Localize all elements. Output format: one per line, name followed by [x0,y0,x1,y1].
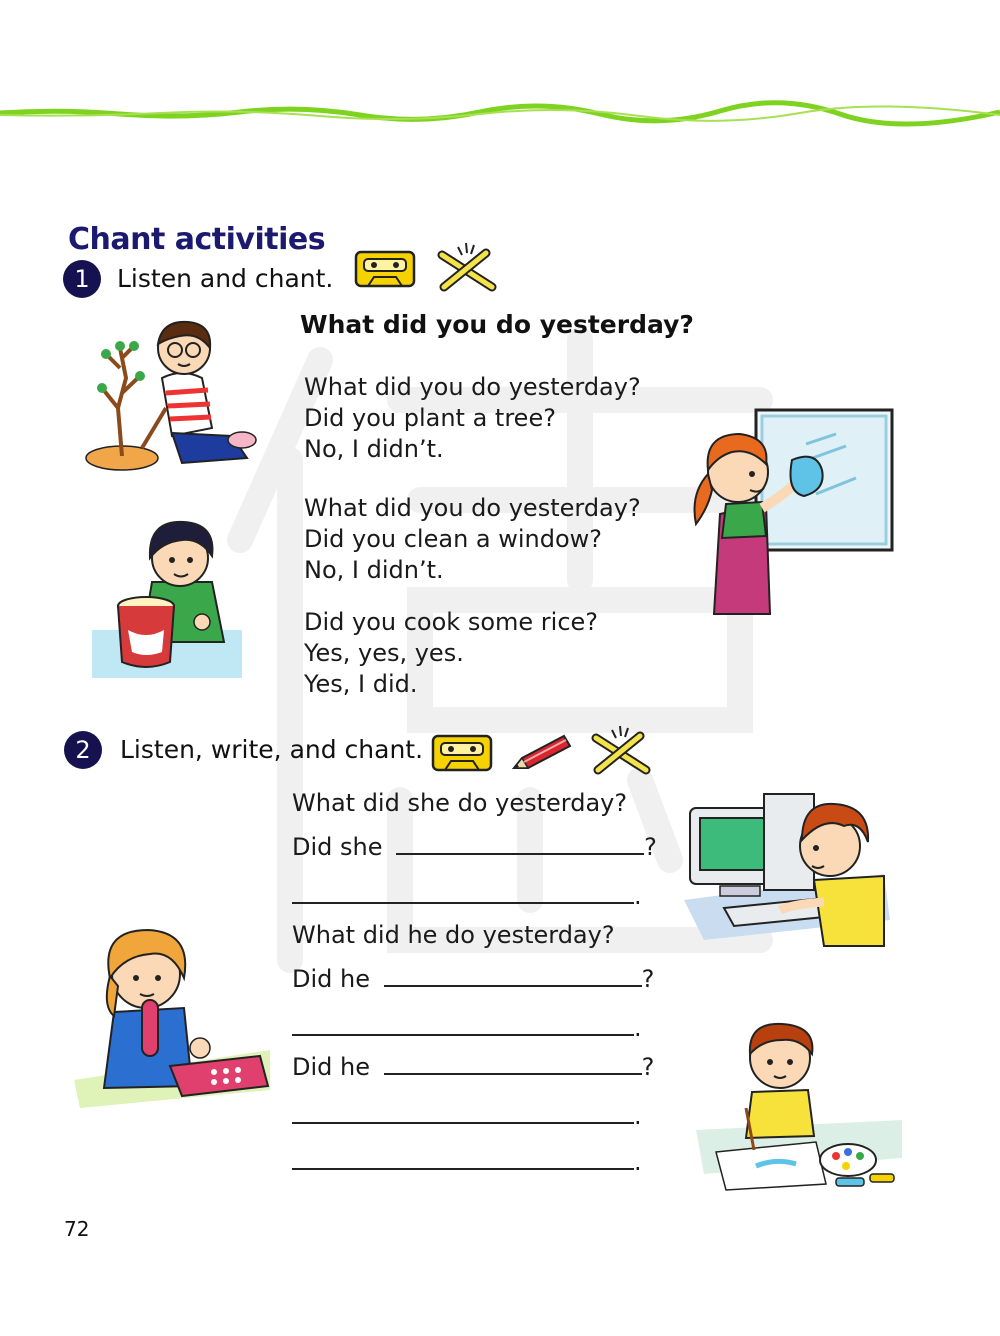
fill-in-row-he [292,965,654,993]
girl-on-telephone-illustration [74,916,274,1112]
boy-using-computer-illustration [684,790,894,950]
period: . [634,1014,642,1042]
activity-2-number: 2 [64,731,102,769]
cassette-icon [354,250,416,288]
pencil-icon [510,732,574,772]
sticks-icon [588,726,656,774]
verse-line: Yes, I did. [304,670,418,698]
fill-in-row-she [292,833,657,861]
period: . [634,1102,642,1130]
girl-cooking-rice-illustration [92,512,247,682]
verse-line: Did you cook some rice? [304,608,599,636]
verse-line: What did you do yesterday? [304,494,641,522]
answer-blank[interactable] [292,1016,634,1036]
verse-line: What did you do yesterday? [304,373,641,401]
answer-row [292,1102,642,1130]
question-he: What did he do yesterday? [292,921,615,949]
fill-in-row-he [292,1053,654,1081]
answer-blank[interactable] [292,1104,634,1124]
question-she: What did she do yesterday? [292,789,628,817]
answer-blank[interactable] [396,835,644,855]
verse-line: No, I didn’t. [304,556,444,584]
verse-line: Yes, yes, yes. [304,639,464,667]
answer-row [292,882,642,910]
activity-2-instruction: Listen, write, and chant. [120,735,424,764]
prompt-he: Did he [292,965,370,993]
question-mark: ? [641,965,655,993]
activity-1-instruction: Listen and chant. [117,264,334,293]
period: . [634,1148,642,1176]
verse-2 [304,493,641,586]
question-mark: ? [644,833,657,861]
cassette-icon [431,734,493,772]
question-mark: ? [641,1053,655,1081]
answer-row [292,1014,642,1042]
boy-planting-tree-illustration [82,318,262,478]
boy-painting-illustration [696,1018,906,1194]
girl-cleaning-window-illustration [686,404,898,618]
prompt-he: Did he [292,1053,370,1081]
period: . [634,882,642,910]
page-number: 72 [64,1217,90,1241]
verse-1 [304,372,641,465]
section-title: Chant activities [68,222,326,257]
answer-blank[interactable] [384,1055,642,1075]
verse-3 [304,607,598,700]
top-green-rule [0,104,1000,122]
sticks-icon [434,243,502,291]
answer-blank[interactable] [384,967,642,987]
answer-blank[interactable] [292,1150,634,1170]
verse-line: Did you clean a window? [304,525,603,553]
chant-title: What did you do yesterday? [300,310,694,339]
activity-1-number: 1 [63,260,101,298]
verse-line: Did you plant a tree? [304,404,556,432]
verse-line: No, I didn’t. [304,435,444,463]
prompt-she: Did she [292,833,383,861]
answer-row [292,1148,642,1176]
answer-blank[interactable] [292,884,634,904]
